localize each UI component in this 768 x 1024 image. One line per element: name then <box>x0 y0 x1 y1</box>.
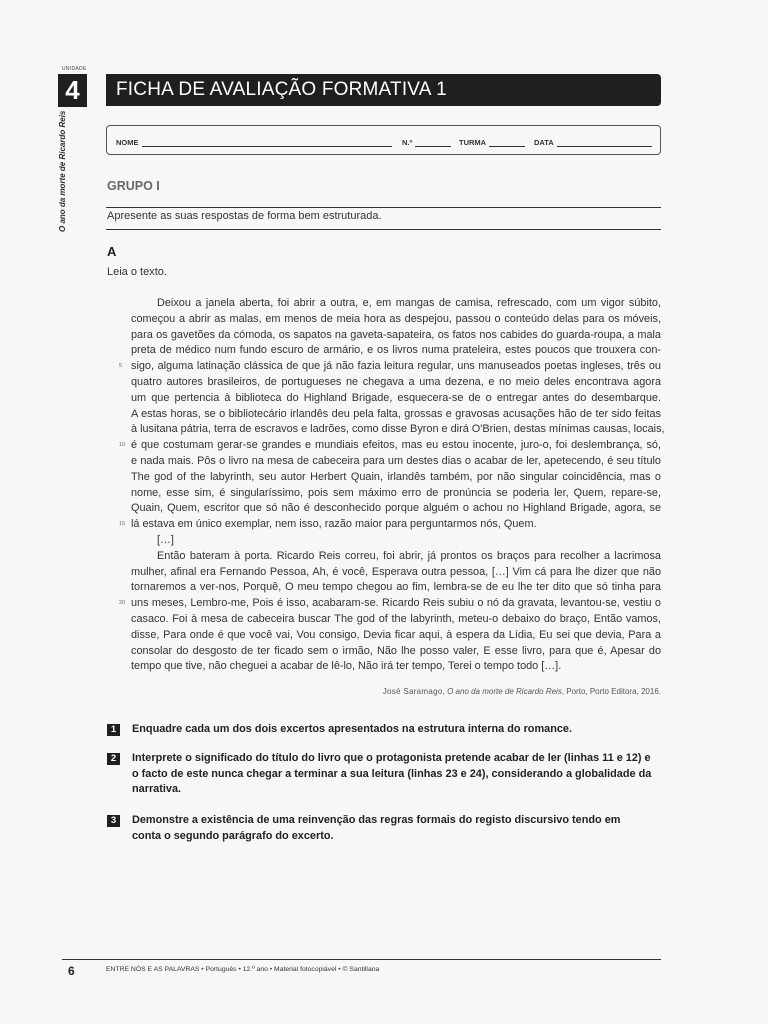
question-1 <box>107 722 652 738</box>
text-line-content: é que costumam gerar-se grandes e mundiais efeitos, mas eu estou inocente, juro-o, foi deslembrança, só, <box>131 439 661 452</box>
number-line[interactable] <box>415 138 451 147</box>
excerpt-text <box>119 296 665 675</box>
number-label: N.º <box>402 138 413 147</box>
text-line: começou a abrir as malas, em menos de meia hora as despejou, passou o conteúdo delas para os móveis, <box>131 312 661 325</box>
source-publisher: , Porto, Porto Editora, 2016. <box>561 687 661 696</box>
date-field[interactable] <box>534 138 652 147</box>
line-number: 15 <box>119 521 126 528</box>
text-line <box>119 596 661 612</box>
page-title-bar <box>106 74 661 106</box>
name-field[interactable] <box>116 138 392 147</box>
source-sep: , <box>442 687 448 696</box>
question-3 <box>107 813 652 844</box>
text-line-content: uns meses, Lembro-me, Pois é isso, acabaram-se. Ricardo Reis subiu o nó da gravata, levantou-se, vestiu o <box>131 597 661 610</box>
source-citation <box>383 687 661 696</box>
question-number: 1 <box>107 724 120 736</box>
text-line: disse, Para onde é que você vai, Vou consigo, Devia ficar aqui, à espera da Lídia, Eu sei que devia, Para a <box>131 628 661 641</box>
text-line: Então bateram à porta. Ricardo Reis correu, foi abrir, já prontos os braços para recolher a lacrimosa <box>157 549 661 562</box>
text-line: Deixou a janela aberta, foi abrir a outra, e, em mangas de camisa, refrescado, com um vigor súbito, <box>157 297 661 309</box>
class-line[interactable] <box>489 138 525 147</box>
reading-prompt: Leia o texto. <box>107 266 167 278</box>
text-line: casaco. Foi à mesa de cabeceira buscar The god of the labyrinth, meteu-o debaixo do braço, Então vamos, <box>131 612 661 625</box>
footer-text: ENTRE NÓS E AS PALAVRAS • Português • 12.º ano • Material fotocopiável • © Santillana <box>106 966 380 973</box>
text-line <box>119 359 661 375</box>
question-2 <box>107 751 652 798</box>
unit-side-title: O ano da morte de Ricardo Reis <box>58 110 67 232</box>
text-line: preta de médico num fundo escuro de armário, e os livros numa prateleira, estes poucos que trouxera con- <box>131 344 661 357</box>
page-number: 6 <box>68 964 75 978</box>
text-line: A estas horas, se o bibliotecário irlandês deu pela falta, grossas e gravosas acusações hão de ter sido feitas <box>131 407 661 420</box>
text-line: nome, esse sim, é singularíssimo, pois sem máximo erro de pronúncia se poderia ler, Quem, repare-se, <box>131 486 661 499</box>
question-text: Demonstre a existência de uma reinvenção das regras formais do registo discursivo tendo em conta o segundo parágrafo do excerto. <box>132 814 621 842</box>
question-text: Enquadre cada um dos dois excertos apresentados na estrutura interna do romance. <box>132 723 572 735</box>
line-number: 5 <box>119 363 123 370</box>
text-line: Quain, Quem, escritor que só não é desconhecido porque alguém o achou no Highland Brigade, agora, se <box>131 502 661 515</box>
text-line: consolar do desgosto de ter ficado sem o irmão, Não lhe posso valer, E esse livro, para que é, Apesar do <box>131 644 661 657</box>
section-label: A <box>107 244 117 259</box>
unit-tag: UNIDADE <box>62 66 87 72</box>
text-line: quatro autores brasileiros, de portugueses ne chegava a uma dezena, e no meio deles encontrava agora <box>131 375 661 388</box>
student-info-box <box>106 125 661 155</box>
date-line[interactable] <box>557 138 652 147</box>
text-line <box>119 438 661 454</box>
line-number: 20 <box>119 600 126 607</box>
text-line: um que pertencia à biblioteca do Highland Brigade, esquecera-se de o entregar antes do desembarque. <box>131 391 661 404</box>
unit-number: 4 <box>58 74 87 107</box>
class-label: TURMA <box>459 138 487 147</box>
source-book: O ano da morte de Ricardo Reis <box>447 687 562 696</box>
name-line[interactable] <box>142 138 392 147</box>
text-line: The god of the labyrinth, seu autor Herbert Quain, irlandês também, por não singular coincidência, mas o <box>131 470 661 483</box>
text-line: mulher, afinal era Fernando Pessoa, Ah, é você, Esperava outra pessoa, […] Vim cá para lhe dizer que não <box>131 565 661 578</box>
footer-rule <box>62 959 661 960</box>
source-author: José Saramago <box>382 687 443 696</box>
text-line: para os gavetões da cómoda, os sapatos na gaveta-sapateira, os fatos nos cabides do guarda-roupa, a mala <box>131 328 661 341</box>
line-number: 10 <box>119 442 126 449</box>
text-line <box>119 517 661 533</box>
text-line: tornaremos a ver-nos, Porquê, O meu tempo chegou ao fim, lembra-se de eu lhe ter dito que só tinha para <box>131 581 661 594</box>
rule-bottom <box>106 229 661 230</box>
text-line: tempo que tive, não cheguei a acabar de lê-lo, Não irá ter tempo, Terei o tempo todo […]. <box>131 660 562 673</box>
question-text: Interprete o significado do título do livro que o protagonista pretende acabar de ler (linhas 11 e 12) e o facto de este nunca chegar a terminar a sua leitura (linhas 23 e 24), considerando a globalidade da narrativa. <box>132 752 652 795</box>
text-line: […] <box>157 533 174 546</box>
class-field[interactable] <box>459 138 525 147</box>
text-line: e nada mais. Pôs o livro na mesa de cabeceira para um destes dias o acabar de ler, apetecendo, é seu título <box>131 454 661 467</box>
number-field[interactable] <box>402 138 451 147</box>
question-number: 2 <box>107 753 120 765</box>
rule-top <box>106 207 661 208</box>
group-instruction: Apresente as suas respostas de forma bem estruturada. <box>107 210 382 222</box>
question-number: 3 <box>107 815 120 827</box>
text-line-content: sigo, alguma latinação clássica de que já não fazia leitura regular, uns manuseados poetas ingleses, três ou <box>131 360 661 373</box>
text-line: à lusitana pátria, terra de escravos e ladrões, como disse Byron e dirá O'Brien, destas mínimas causas, locais, <box>131 423 665 436</box>
text-line-content: lá estava em único exemplar, nem isso, razão maior para perguntarmos nós, Quem. <box>131 518 537 531</box>
date-label: DATA <box>534 138 554 147</box>
page-title: FICHA DE AVALIAÇÃO FORMATIVA 1 <box>116 79 447 100</box>
name-label: NOME <box>116 138 139 147</box>
group-title: GRUPO I <box>107 179 160 193</box>
